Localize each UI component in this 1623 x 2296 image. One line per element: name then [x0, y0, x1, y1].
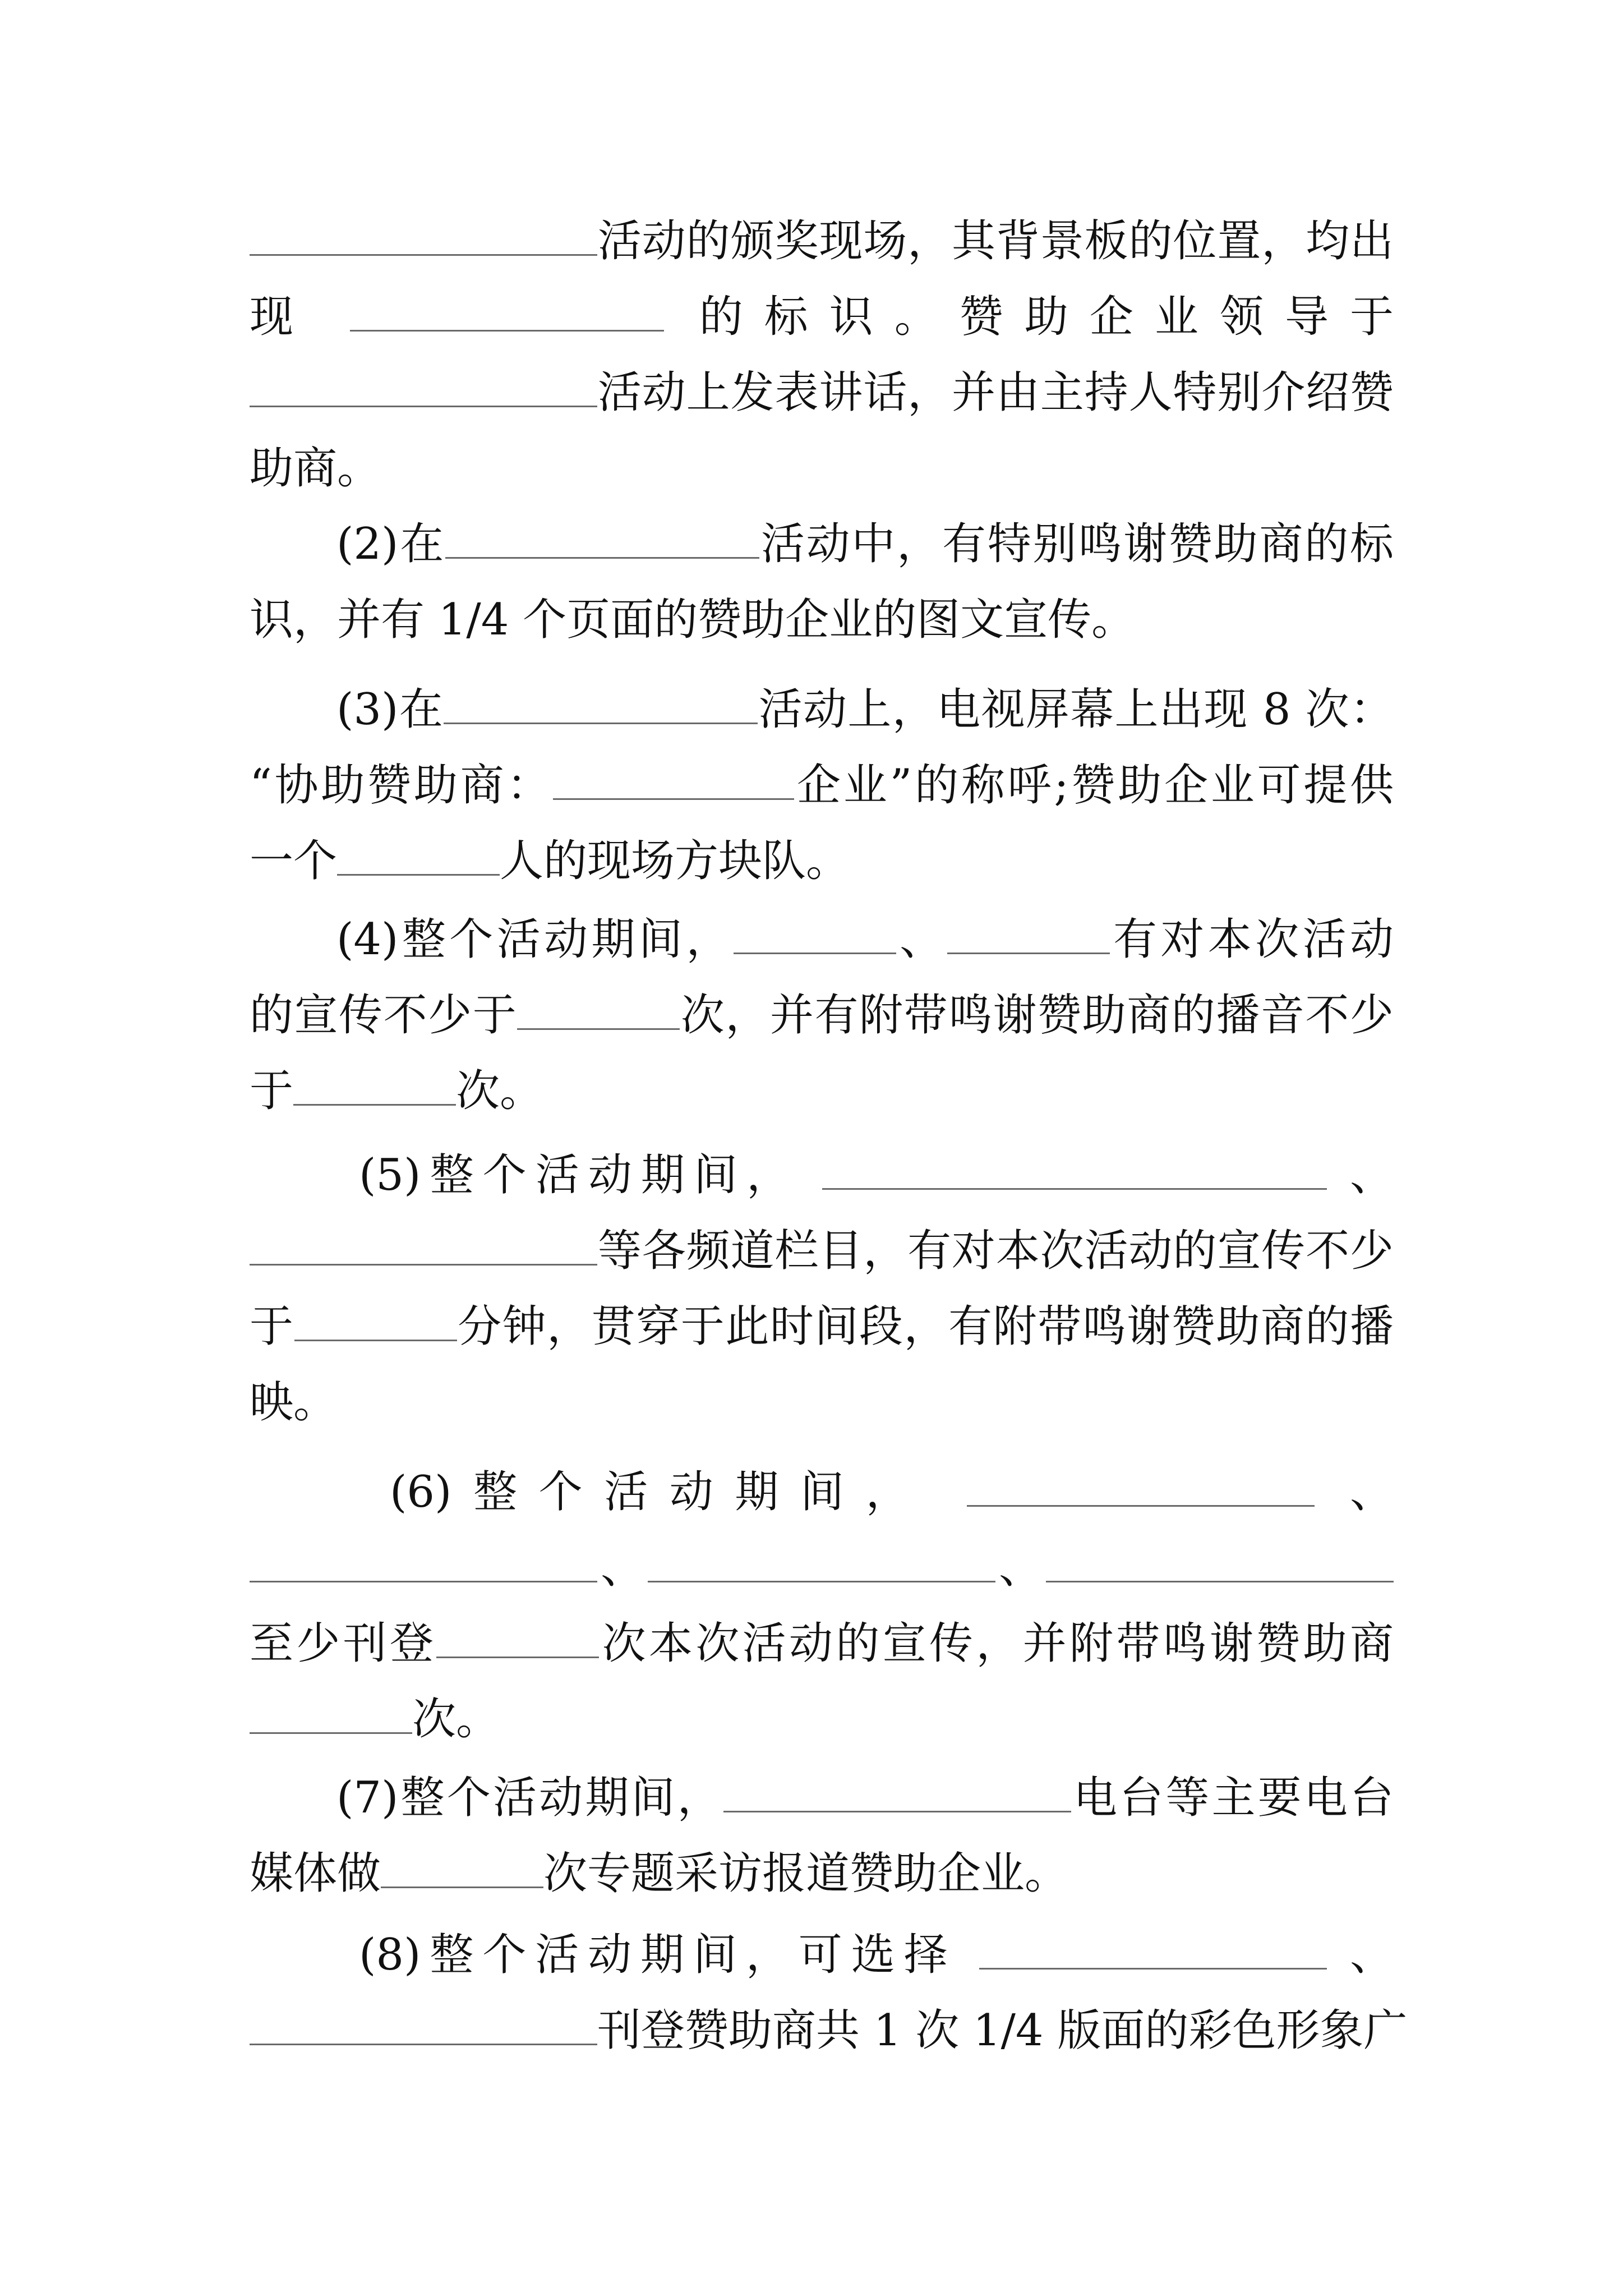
doc-text: 的宣传不少于 — [250, 990, 518, 1041]
doc-text: (6)整个活动期间， — [390, 1467, 932, 1517]
doc-text: 活动上发表讲话，并由主持人特别介绍赞 — [597, 367, 1394, 418]
doc-line-7 — [336, 679, 1394, 740]
fill-blank[interactable] — [734, 914, 896, 954]
fill-blank[interactable] — [294, 1301, 457, 1341]
fill-blank[interactable] — [445, 519, 759, 559]
doc-line-6 — [250, 589, 1394, 651]
doc-text: (8)整个活动期间，可选择 — [359, 1930, 957, 1980]
doc-line-9 — [250, 830, 1394, 892]
doc-line-20 — [250, 1688, 1394, 1750]
doc-text: (4)整个活动期间， — [336, 914, 734, 965]
fill-blank[interactable] — [250, 367, 597, 407]
doc-text: 人的现场方块队。 — [500, 836, 850, 886]
doc-line-13 — [359, 1144, 1394, 1206]
doc-text: 有对本次活动 — [1109, 914, 1394, 965]
doc-text: “协助赞助商： — [250, 760, 554, 811]
doc-line-4 — [250, 438, 1394, 499]
fill-blank[interactable] — [517, 990, 680, 1030]
fill-blank[interactable] — [293, 1066, 456, 1106]
fill-blank[interactable] — [381, 1848, 543, 1888]
doc-line-22 — [250, 1843, 1394, 1904]
fill-blank[interactable] — [436, 1618, 599, 1658]
fill-blank[interactable] — [553, 760, 794, 800]
doc-text: 活动中，有特别鸣谢赞助商的标 — [759, 519, 1394, 569]
doc-text: 、 — [896, 914, 947, 965]
doc-text: 识，并有 1/4 个页面的赞助企业的图文宣传。 — [250, 595, 1136, 645]
doc-text: 一个 — [250, 836, 338, 886]
doc-text: 次。 — [456, 1066, 544, 1116]
doc-line-23 — [359, 1924, 1394, 1986]
doc-text: 分钟，贯穿于此时间段，有附带鸣谢赞助商的播 — [457, 1301, 1394, 1352]
doc-text: 、 — [1350, 1930, 1394, 1980]
doc-line-17 — [390, 1461, 1394, 1523]
fill-blank[interactable] — [250, 216, 597, 256]
fill-blank[interactable] — [444, 684, 758, 724]
fill-blank[interactable] — [822, 1150, 1327, 1190]
doc-line-12 — [250, 1060, 1394, 1122]
doc-text: 电台等主要电台 — [1071, 1773, 1394, 1823]
fill-blank[interactable] — [337, 836, 500, 876]
fill-blank[interactable] — [947, 914, 1110, 954]
doc-text: 活动的颁奖现场，其背景板的位置，均出 — [597, 216, 1394, 266]
fill-blank[interactable] — [723, 1773, 1071, 1812]
fill-blank[interactable] — [250, 1543, 597, 1582]
doc-line-15 — [250, 1296, 1394, 1358]
doc-text: 现 — [250, 292, 315, 342]
doc-line-14 — [250, 1220, 1394, 1282]
doc-text: 媒体做 — [250, 1848, 381, 1899]
doc-text: 、 — [995, 1543, 1046, 1593]
doc-line-11 — [250, 984, 1394, 1046]
fill-blank[interactable] — [979, 1930, 1327, 1970]
doc-text: 次本次活动的宣传，并附带鸣谢赞助商 — [599, 1618, 1394, 1669]
doc-line-19 — [250, 1613, 1394, 1674]
doc-line-10 — [336, 909, 1394, 970]
doc-text: 、 — [597, 1543, 648, 1593]
fill-blank[interactable] — [250, 2005, 597, 2045]
doc-text: 至少刊登 — [250, 1618, 437, 1669]
doc-line-3 — [250, 362, 1394, 424]
doc-line-2 — [250, 286, 1394, 348]
doc-text: 、 — [1349, 1150, 1394, 1200]
doc-text: 活动上，电视屏幕上出现 8 次： — [758, 684, 1394, 735]
doc-line-16 — [250, 1372, 1394, 1433]
doc-text: 映。 — [250, 1377, 338, 1428]
doc-line-8 — [250, 754, 1394, 816]
doc-line-18 — [250, 1537, 1394, 1599]
fill-blank[interactable] — [1046, 1543, 1394, 1582]
doc-text: (2)在 — [336, 519, 446, 569]
doc-text: 企业”的称呼;赞助企业可提供 — [794, 760, 1394, 811]
fill-blank[interactable] — [648, 1543, 995, 1582]
doc-line-1 — [250, 210, 1394, 272]
doc-text: (7)整个活动期间， — [336, 1773, 723, 1823]
fill-blank[interactable] — [350, 292, 664, 332]
doc-text: 等各频道栏目，有对本次活动的宣传不少 — [597, 1226, 1394, 1276]
doc-line-21 — [336, 1767, 1394, 1829]
doc-text: 次专题采访报道赞助企业。 — [543, 1848, 1069, 1899]
doc-text: 于 — [250, 1301, 294, 1352]
doc-text: 助商。 — [250, 443, 381, 494]
doc-text: (3)在 — [336, 684, 444, 735]
doc-line-24 — [250, 2000, 1408, 2062]
doc-text: 于 — [250, 1066, 294, 1116]
fill-blank[interactable] — [250, 1226, 597, 1266]
doc-text: 次，并有附带鸣谢赞助商的播音不少 — [680, 990, 1394, 1041]
fill-blank[interactable] — [250, 1694, 412, 1734]
doc-line-5 — [336, 513, 1394, 575]
doc-text: (5)整个活动期间， — [359, 1150, 800, 1200]
fill-blank[interactable] — [967, 1467, 1315, 1507]
doc-text: 、 — [1349, 1467, 1394, 1517]
doc-text: 刊登赞助商共 1 次 1/4 版面的彩色形象广 — [597, 2005, 1408, 2056]
doc-text: 的标识。赞助企业领导于 — [699, 292, 1394, 342]
doc-text: 次。 — [412, 1694, 500, 1745]
